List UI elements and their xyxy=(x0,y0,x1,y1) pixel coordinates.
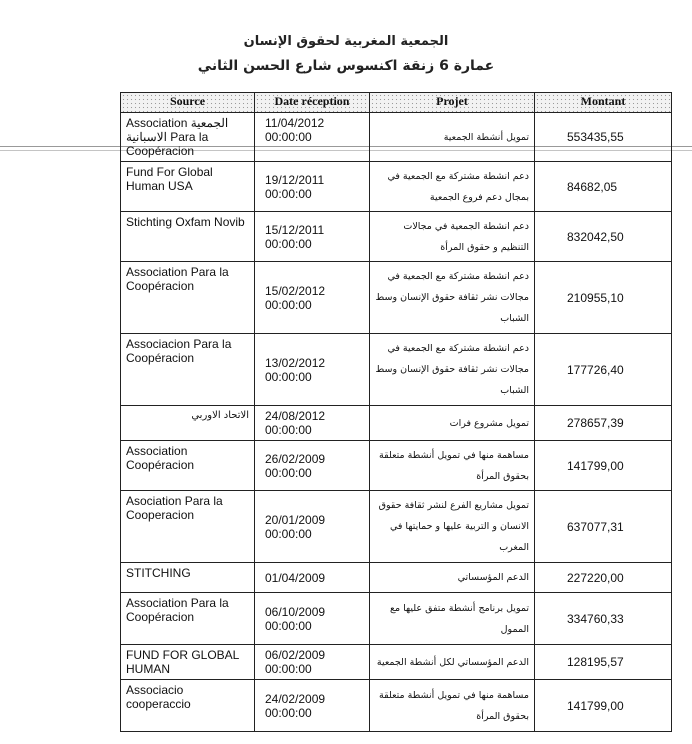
time-value: 00:00:00 xyxy=(265,618,312,633)
cell-amount: 141799,00 xyxy=(535,441,672,491)
cell-project: تمويل برنامج أنشطة متفق عليها مع الممول xyxy=(370,593,535,645)
cell-project: دعم انشطة الجمعية في مجالات التنظيم و حقوق المرأة xyxy=(370,212,535,262)
cell-date xyxy=(255,162,370,212)
cell-date xyxy=(255,334,370,406)
cell-project: الدعم المؤسساتي xyxy=(370,563,535,593)
cell-source: الاتحاد الاوربي xyxy=(121,406,255,441)
cell-source: Association Coopéracion xyxy=(121,441,255,491)
cell-amount: 84682,05 xyxy=(535,162,672,212)
date-value: 15/02/2012 xyxy=(265,283,326,298)
table-row xyxy=(121,406,672,441)
cell-amount: 227220,00 xyxy=(535,563,672,593)
column-header-amount: Montant xyxy=(535,93,672,113)
cell-date xyxy=(255,262,370,334)
column-header-source: Source xyxy=(121,93,255,113)
cell-source: Asociation Para la Cooperacion xyxy=(121,491,255,563)
table-row xyxy=(121,593,672,645)
column-header-project: Projet xyxy=(370,93,535,113)
time-value: 00:00:00 xyxy=(265,369,312,384)
table-row xyxy=(121,262,672,334)
cell-date xyxy=(255,212,370,262)
cell-source: Association Para la Coopéracion xyxy=(121,262,255,334)
time-value: 00:00:00 xyxy=(265,297,312,312)
cell-source: FUND FOR GLOBAL HUMAN xyxy=(121,645,255,680)
table-row xyxy=(121,645,672,680)
cell-date xyxy=(255,645,370,680)
date-value: 06/02/2009 xyxy=(265,648,326,662)
table-row xyxy=(121,334,672,406)
cell-date xyxy=(255,563,370,593)
cell-date xyxy=(255,406,370,441)
date-value: 15/12/2011 xyxy=(265,222,325,237)
time-value: 00:00:00 xyxy=(265,186,312,201)
table-row xyxy=(121,113,672,162)
date-value: 20/01/2009 xyxy=(265,512,326,527)
cell-source: Stichting Oxfam Novib xyxy=(121,212,255,262)
cell-source: Associacion Para la Coopéracion xyxy=(121,334,255,406)
cell-project: مساهمة منها في تمويل أنشطة متعلقة بحقوق المرأة xyxy=(370,680,535,732)
date-value: 24/08/2012 xyxy=(265,409,326,423)
time-value: 00:00:00 xyxy=(265,705,312,720)
table-row xyxy=(121,563,672,593)
cell-project: دعم انشطة مشتركة مع الجمعية في مجالات نشر ثقافة حقوق الإنسان وسط الشباب xyxy=(370,262,535,334)
cell-amount: 832042,50 xyxy=(535,212,672,262)
time-value: 00:00:00 xyxy=(265,465,312,480)
date-value: 01/04/2009 xyxy=(265,570,326,585)
cell-source: Fund For Global Human USA xyxy=(121,162,255,212)
cell-project: تمويل مشاريع الفرع لنشر ثقافة حقوق الانسان و التربية عليها و حمايتها في المغرب xyxy=(370,491,535,563)
cell-amount: 278657,39 xyxy=(535,406,672,441)
time-value: 00:00:00 xyxy=(265,662,312,676)
cell-amount: 334760,33 xyxy=(535,593,672,645)
date-value: 19/12/2011 xyxy=(265,172,325,187)
cell-project: دعم انشطة مشتركة مع الجمعية في مجالات نشر ثقافة حقوق الإنسان وسط الشباب xyxy=(370,334,535,406)
date-value: 13/02/2012 xyxy=(265,355,326,370)
table-row xyxy=(121,212,672,262)
table-row xyxy=(121,162,672,212)
table-row xyxy=(121,441,672,491)
cell-amount: 553435,55 xyxy=(535,113,672,162)
time-value: 00:00:00 xyxy=(265,423,312,437)
cell-amount: 141799,00 xyxy=(535,680,672,732)
date-value: 06/10/2009 xyxy=(265,604,326,619)
cell-date xyxy=(255,593,370,645)
cell-date xyxy=(255,680,370,732)
cell-source: Association Para la Coopéracion xyxy=(121,593,255,645)
table-row xyxy=(121,491,672,563)
funding-table xyxy=(120,92,672,732)
table-row xyxy=(121,680,672,732)
cell-amount: 128195,57 xyxy=(535,645,672,680)
cell-date xyxy=(255,441,370,491)
cell-source: Associacio cooperaccio xyxy=(121,680,255,732)
time-value: 00:00:00 xyxy=(265,236,312,251)
time-value: 00:00:00 xyxy=(265,526,312,541)
cell-project: تمويل أنشطة الجمعية xyxy=(370,113,535,162)
cell-amount: 177726,40 xyxy=(535,334,672,406)
cell-amount: 210955,10 xyxy=(535,262,672,334)
date-value: 26/02/2009 xyxy=(265,451,326,466)
document-title: الجمعية المغربية لحقوق الإنسان xyxy=(243,34,449,49)
cell-source: Association الجمعية الاسبانية Para la Coopéracion xyxy=(121,113,255,162)
cell-date xyxy=(255,113,370,162)
table-header-row xyxy=(121,93,672,113)
date-value: 11/04/2012 xyxy=(265,116,325,130)
column-header-date: Date réception xyxy=(255,93,370,113)
cell-project: تمويل مشروع فرات xyxy=(370,406,535,441)
cell-project: الدعم المؤسساتي لكل أنشطة الجمعية xyxy=(370,645,535,680)
cell-source: STITCHING xyxy=(121,563,255,593)
time-value: 00:00:00 xyxy=(265,130,312,144)
cell-project: مساهمة منها في تمويل أنشطة متعلقة بحقوق المرأة xyxy=(370,441,535,491)
cell-project: دعم انشطة مشتركة مع الجمعية في بمجال دعم فروع الجمعية xyxy=(370,162,535,212)
document-address: عمارة 6 زنقة اكنسوس شارع الحسن الثاني xyxy=(197,58,495,74)
cell-date xyxy=(255,491,370,563)
cell-amount: 637077,31 xyxy=(535,491,672,563)
date-value: 24/02/2009 xyxy=(265,691,326,706)
